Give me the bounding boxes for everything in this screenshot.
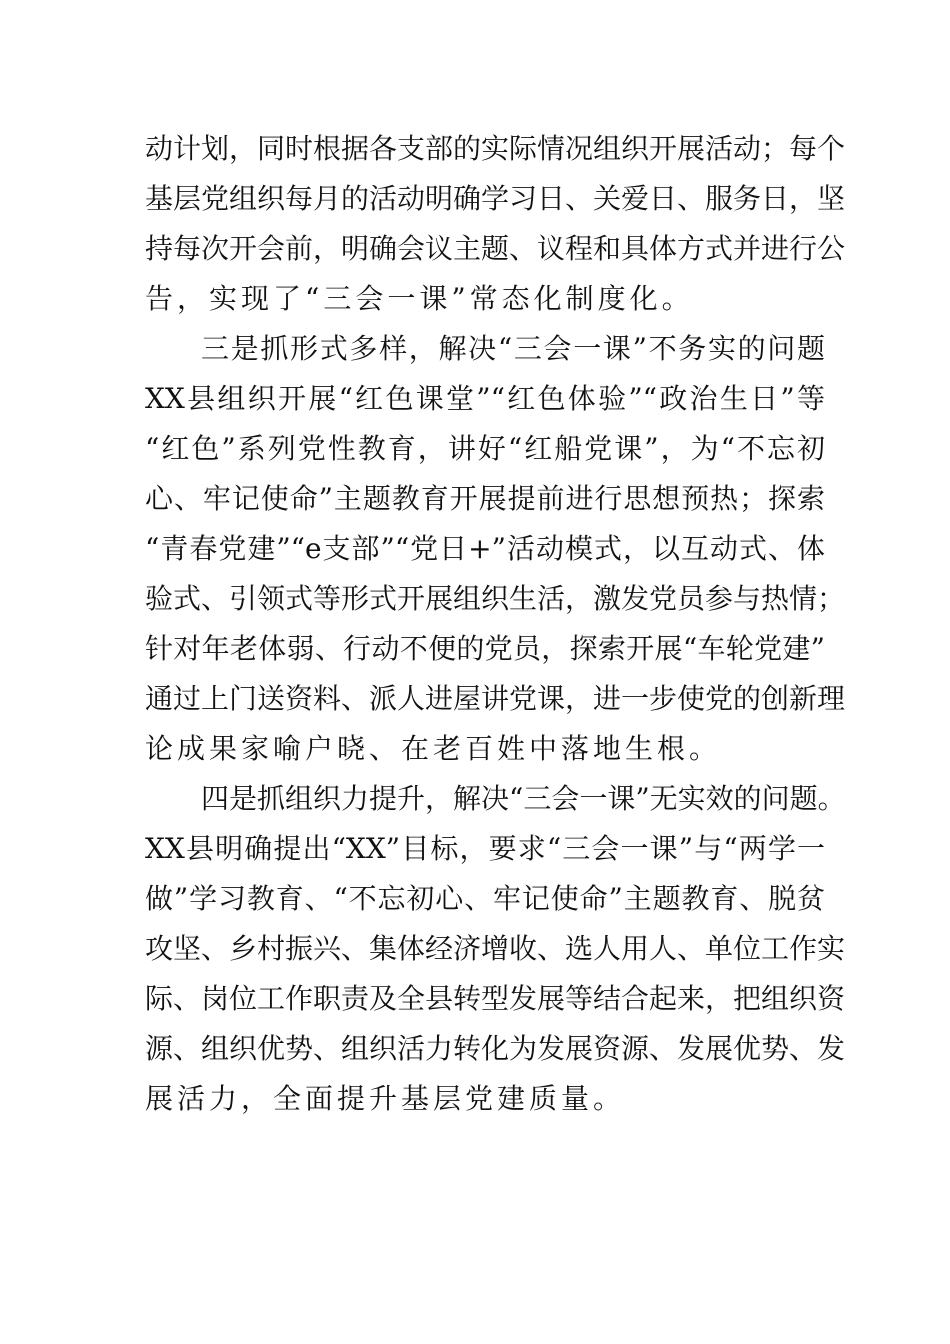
text-line: 攻坚、乡村振兴、集体经济增收、选人用人、单位工作实 [145,932,846,965]
text-line: 基层党组织每月的活动明确学习日、关爱日、服务日，坚 [145,182,846,215]
paragraph-heading: 四是抓组织力提升，解决“三会一课”无实效的问题。 [201,782,846,815]
text-line: 展活力，全面提升基层党建质量。 [145,1082,626,1115]
text-line: 做”学习教育、“不忘初心、牢记使命”主题教育、脱贫 [145,882,825,915]
text-line: XX县明确提出“XX”目标，要求“三会一课”与“两学一 [145,832,825,865]
text-line: 验式、引领式等形式开展组织生活，激发党员参与热情； [145,582,846,615]
text-line: 源、组织优势、组织活力转化为发展资源、发展优势、发 [145,1032,846,1065]
text-line: 针对年老体弱、行动不便的党员，探索开展“车轮党建” [145,632,825,665]
text-line: XX县组织开展“红色课堂”“红色体验”“政治生日”等 [145,382,825,415]
text-line: 持每次开会前，明确会议主题、议程和具体方式并进行公 [145,232,846,265]
text-line: 通过上门送资料、派人进屋讲党课，进一步使党的创新理 [145,682,846,715]
text-line: 动计划，同时根据各支部的实际情况组织开展活动；每个 [145,132,846,165]
paragraph-heading: 三是抓形式多样，解决“三会一课”不务实的问题 [201,332,825,365]
text-line: 心、牢记使命”主题教育开展提前进行思想预热；探索 [145,482,825,515]
text-line: 告，实现了“三会一课”常态化制度化。 [145,282,694,315]
text-line: 论成果家喻户晓、在老百姓中落地生根。 [145,732,722,765]
document-body [145,124,846,1124]
text-line: “红色”系列党性教育，讲好“红船党课”，为“不忘初 [145,432,825,465]
text-line: 际、岗位工作职责及全县转型发展等结合起来，把组织资 [145,982,846,1015]
text-line: “青春党建”“e支部”“党日+”活动模式，以互动式、体 [145,532,825,565]
